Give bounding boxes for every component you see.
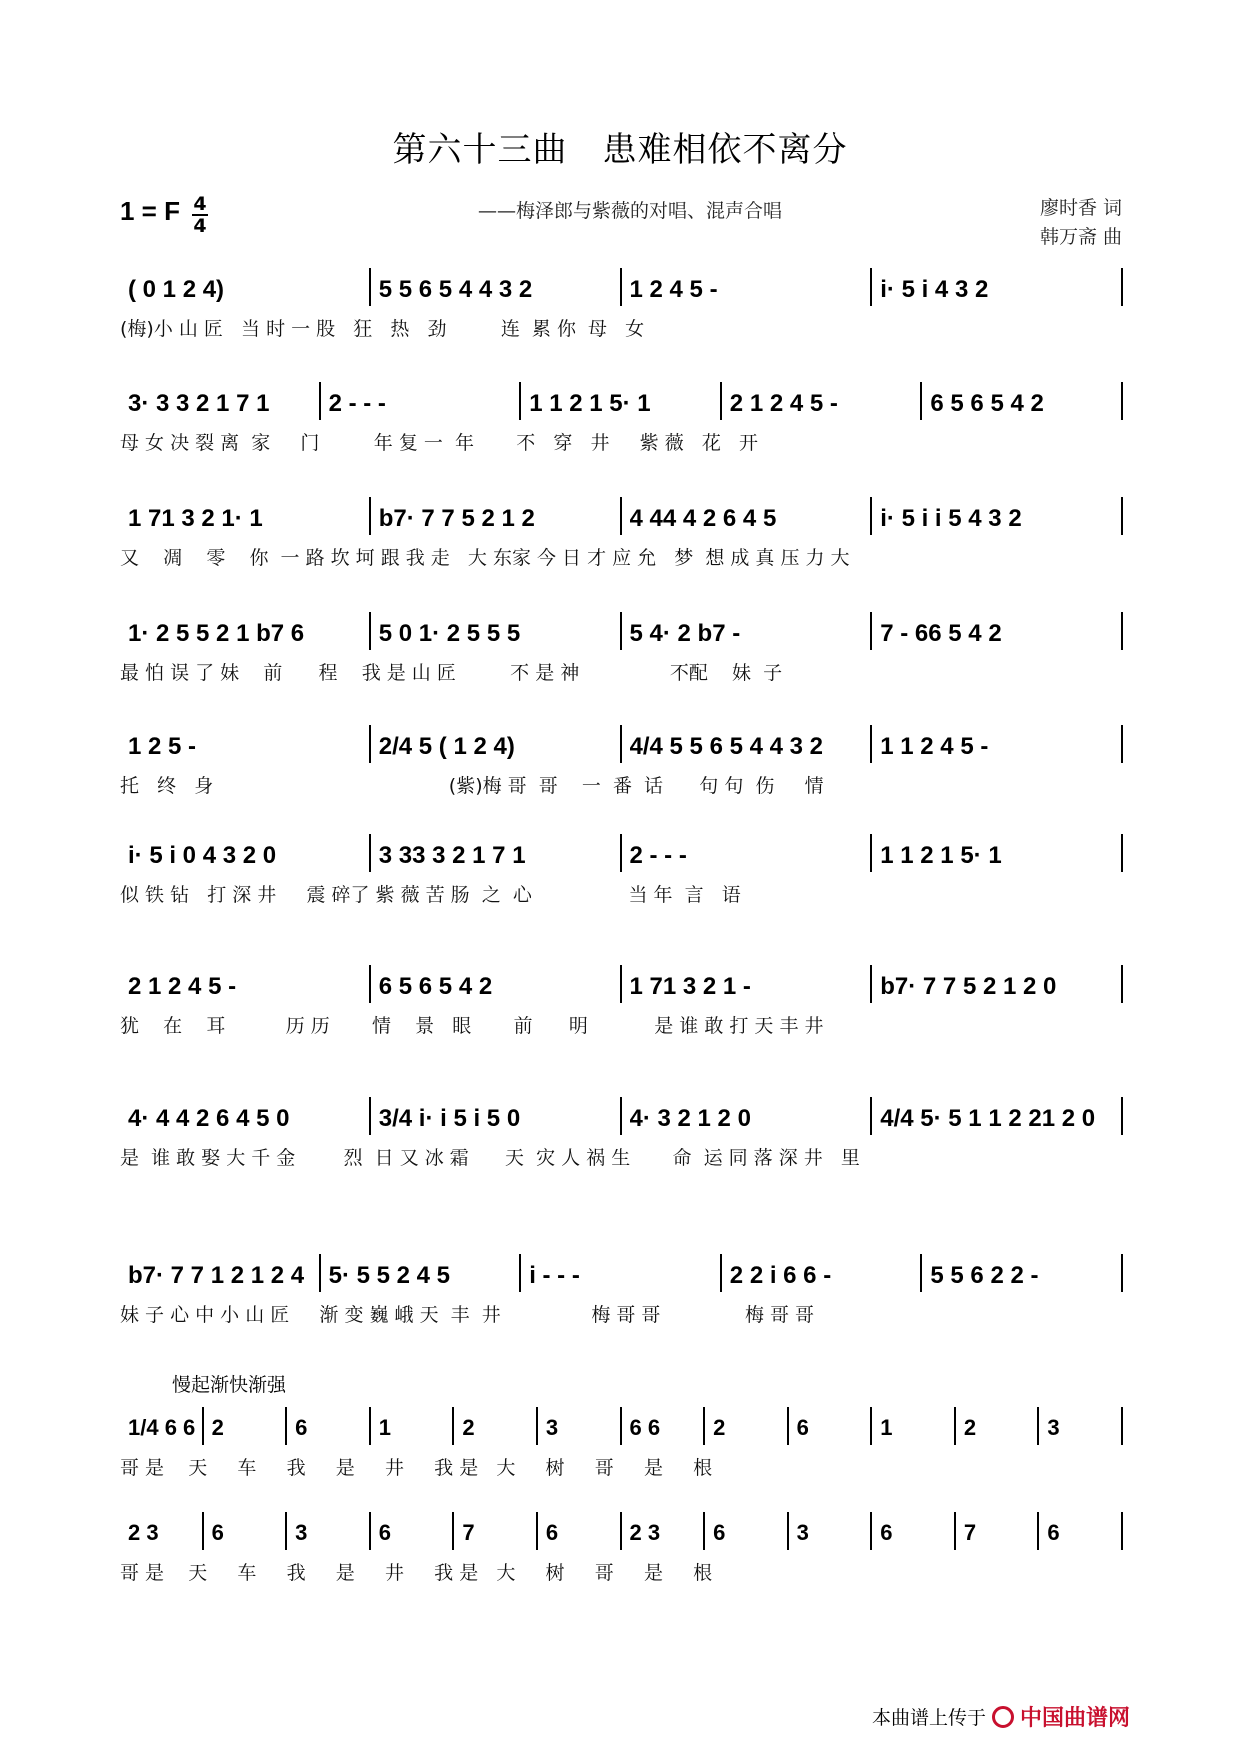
measure-notes: 2 (963, 1415, 977, 1440)
measure-notes: 6 (545, 1520, 559, 1545)
barline (1121, 268, 1123, 306)
barline (1037, 1407, 1039, 1445)
measure-notes: i· 5 i 0 4 3 2 0 (128, 842, 277, 869)
measure-notes: 7 - 66 5 4 2 (880, 620, 1002, 647)
barline (536, 1407, 538, 1445)
barline (620, 1097, 622, 1135)
measure-notes: 2 1 2 4 5 - (128, 973, 237, 1000)
barline (920, 1254, 922, 1292)
measure-notes: 6 (1047, 1520, 1060, 1545)
lyrics-line: 犹 在 耳 历 历 情 景 眼 前 明 是 谁 敢 打 天 丰 井 (120, 1015, 824, 1037)
measure-notes: 2 3 (629, 1520, 661, 1545)
barline (369, 965, 371, 1003)
barline (369, 725, 371, 763)
measure-notes: i· 5 i 4 3 2 (880, 276, 989, 303)
measure-notes: 6 (295, 1415, 308, 1440)
measure-notes: 4/4 5 5 6 5 4 4 3 2 (629, 733, 823, 760)
barline (870, 612, 872, 650)
lyrics-line: 母 女 决 裂 离 家 门 年 复 一 年 不 穿 井 紫 薇 花 开 (120, 432, 758, 454)
measure-notes: 1 (378, 1415, 391, 1440)
measure-notes: 3 33 3 2 1 7 1 (378, 842, 526, 869)
measure-notes: 4· 4 4 2 6 4 5 0 (128, 1105, 290, 1132)
barline (1121, 1097, 1123, 1135)
measure-notes: 2/4 5 ( 1 2 4) (378, 733, 515, 760)
key-signature: 1 = F (120, 196, 180, 226)
barline (1121, 497, 1123, 535)
barline (954, 1512, 956, 1550)
measure-notes: 2 3 (128, 1520, 159, 1545)
measure-notes: 6 (880, 1520, 893, 1545)
footer-text: 本曲谱上传于 (871, 1707, 986, 1729)
barline (720, 382, 722, 420)
measure-notes: 5 5 6 5 4 4 3 2 (378, 276, 533, 303)
page-title: 第六十三曲 患难相依不离分 (392, 130, 848, 170)
barline (519, 1254, 521, 1292)
barline (536, 1512, 538, 1550)
measure-notes: 3 (1047, 1415, 1060, 1440)
measure-notes: 6 (796, 1415, 809, 1440)
credits (1040, 194, 1122, 252)
barline (720, 1254, 722, 1292)
barline (620, 1512, 622, 1550)
barline (954, 1407, 956, 1445)
barline (1121, 382, 1123, 420)
barline (1121, 1254, 1123, 1292)
measure-notes: 1 1 2 4 5 - (880, 733, 989, 760)
measure-notes: 3· 3 3 2 1 7 1 (128, 390, 270, 417)
barline (870, 1097, 872, 1135)
measure-notes: 4/4 5· 5 1 1 2 21 2 0 (880, 1105, 1096, 1132)
measure-notes: 2 (462, 1415, 475, 1440)
measure-notes: 2 1 2 4 5 - (729, 390, 838, 417)
barline (369, 268, 371, 306)
lyrics-line: 哥 是 天 车 我 是 井 我 是 大 树 哥 是 根 (120, 1562, 713, 1584)
measure-notes: 7 (462, 1520, 475, 1545)
measure-notes: b7· 7 7 5 2 1 2 (378, 505, 535, 532)
lyrics-line: (梅)小 山 匠 当 时 一 股 狂 热 劲 连 累 你 母 女 (120, 318, 645, 340)
measure-notes: 3 (295, 1520, 308, 1545)
barline (519, 382, 521, 420)
barline (920, 382, 922, 420)
barline (1121, 1512, 1123, 1550)
measure-notes: 5· 5 5 2 4 5 (328, 1262, 451, 1289)
measure-notes: 3 (545, 1415, 559, 1440)
barline (870, 834, 872, 872)
measure-notes: 6 5 6 5 4 2 (930, 390, 1044, 417)
barline (369, 1512, 371, 1550)
barline (319, 1254, 321, 1292)
barline (870, 1407, 872, 1445)
measure-notes: i· 5 i i 5 4 3 2 (880, 505, 1022, 532)
lyricist: 廖时香 词 (1039, 197, 1122, 219)
measure-notes: 1 1 2 1 5· 1 (529, 390, 651, 417)
measure-notes: 1 71 3 2 1· 1 (128, 505, 263, 532)
barline (620, 612, 622, 650)
lyrics-line: 又 凋 零 你 一 路 坎 坷 跟 我 走 大 东家 今 日 才 应 允 梦 想 成 真 压 力 大 (120, 547, 850, 569)
measure-notes: 4· 3 2 1 2 0 (629, 1105, 751, 1132)
barline (369, 1407, 371, 1445)
lyrics-line: 哥 是 天 车 我 是 井 我 是 大 树 哥 是 根 (120, 1457, 713, 1479)
barline (620, 834, 622, 872)
measure-notes: 2 - - - (629, 842, 687, 869)
subtitle: ——梅泽郎与紫薇的对唱、混声合唱 (477, 200, 782, 222)
barline (202, 1407, 204, 1445)
lyrics-line: 托 终 身 (紫)梅 哥 哥 一 番 话 句 句 伤 情 (120, 775, 824, 797)
measure-notes: 1 71 3 2 1 - (629, 973, 751, 1000)
site-logo-icon (992, 1706, 1014, 1728)
footer (872, 1701, 1130, 1732)
measure-notes: 1 2 4 5 - (629, 276, 718, 303)
measure-notes: 3 (796, 1520, 809, 1545)
barline (1121, 725, 1123, 763)
barline (620, 965, 622, 1003)
barline (870, 497, 872, 535)
barline (787, 1407, 789, 1445)
barline (1121, 834, 1123, 872)
barline (870, 725, 872, 763)
barline (369, 612, 371, 650)
measure-notes: 2 (713, 1415, 726, 1440)
barline (620, 268, 622, 306)
barline (787, 1512, 789, 1550)
barline (620, 497, 622, 535)
measure-notes: 5 5 6 2 2 - (930, 1262, 1039, 1289)
barline (703, 1407, 705, 1445)
measure-notes: 2 2 i 6 6 - (729, 1262, 832, 1289)
measure-notes: 1/4 6 6 (128, 1415, 196, 1440)
measure-notes: 4 44 4 2 6 4 5 (629, 505, 777, 532)
barline (620, 725, 622, 763)
measure-notes: 2 (211, 1415, 224, 1440)
measure-notes: 1 1 2 1 5· 1 (880, 842, 1002, 869)
measure-notes: 5 0 1· 2 5 5 5 (378, 620, 521, 647)
barline (1121, 965, 1123, 1003)
tempo-marking: 慢起渐快渐强 (172, 1374, 287, 1396)
barline (1121, 612, 1123, 650)
measure-notes: 6 (378, 1520, 391, 1545)
barline (369, 497, 371, 535)
measure-notes: 2 - - - (328, 390, 386, 417)
measure-notes: 6 (211, 1520, 224, 1545)
lyrics-line: 是 谁 敢 娶 大 千 金 烈 日 又 冰 霜 天 灾 人 祸 生 命 运 同 落 深 井 里 (120, 1147, 860, 1169)
measure-notes: 1· 2 5 5 2 1 b7 6 (128, 620, 305, 647)
measure-notes: 6 (713, 1520, 726, 1545)
measure-notes: 6 5 6 5 4 2 (378, 973, 493, 1000)
measure-notes: 5 4· 2 b7 - (629, 620, 741, 647)
barline (620, 1407, 622, 1445)
barline (369, 834, 371, 872)
measure-notes: 7 (963, 1520, 977, 1545)
barline (369, 1097, 371, 1135)
barline (285, 1407, 287, 1445)
barline (285, 1512, 287, 1550)
barline (202, 1512, 204, 1550)
measure-notes: ( 0 1 2 4) (128, 276, 225, 303)
composer: 韩万斋 曲 (1039, 226, 1122, 248)
time-signature-top: 4 (193, 193, 207, 215)
barline (319, 382, 321, 420)
measure-notes: 1 (880, 1415, 893, 1440)
barline (1037, 1512, 1039, 1550)
barline (703, 1512, 705, 1550)
lyrics-line: 最 怕 误 了 妹 前 程 我 是 山 匠 不 是 神 不配 妹 子 (120, 662, 783, 684)
site-logo: 中国曲谱网 (1019, 1705, 1130, 1731)
measure-notes: 1 2 5 - (128, 733, 197, 760)
lyrics-line: 似 铁 钻 打 深 井 震 碎了 紫 薇 苦 肠 之 心 当 年 言 语 (120, 884, 741, 906)
time-signature-bottom: 4 (193, 215, 207, 237)
measure-notes: i - - - (529, 1262, 580, 1289)
measure-notes: b7· 7 7 1 2 1 2 4 (128, 1262, 305, 1289)
barline (870, 965, 872, 1003)
barline (870, 268, 872, 306)
measure-notes: 3/4 i· i 5 i 5 0 (378, 1105, 521, 1132)
barline (452, 1512, 454, 1550)
barline (1121, 1407, 1123, 1445)
measure-notes: b7· 7 7 5 2 1 2 0 (880, 973, 1057, 1000)
barline (870, 1512, 872, 1550)
lyrics-line: 妹 子 心 中 小 山 匠 渐 变 巍 峨 天 丰 井 梅 哥 哥 梅 哥 哥 (120, 1304, 815, 1326)
measure-notes: 6 6 (629, 1415, 661, 1440)
barline (452, 1407, 454, 1445)
